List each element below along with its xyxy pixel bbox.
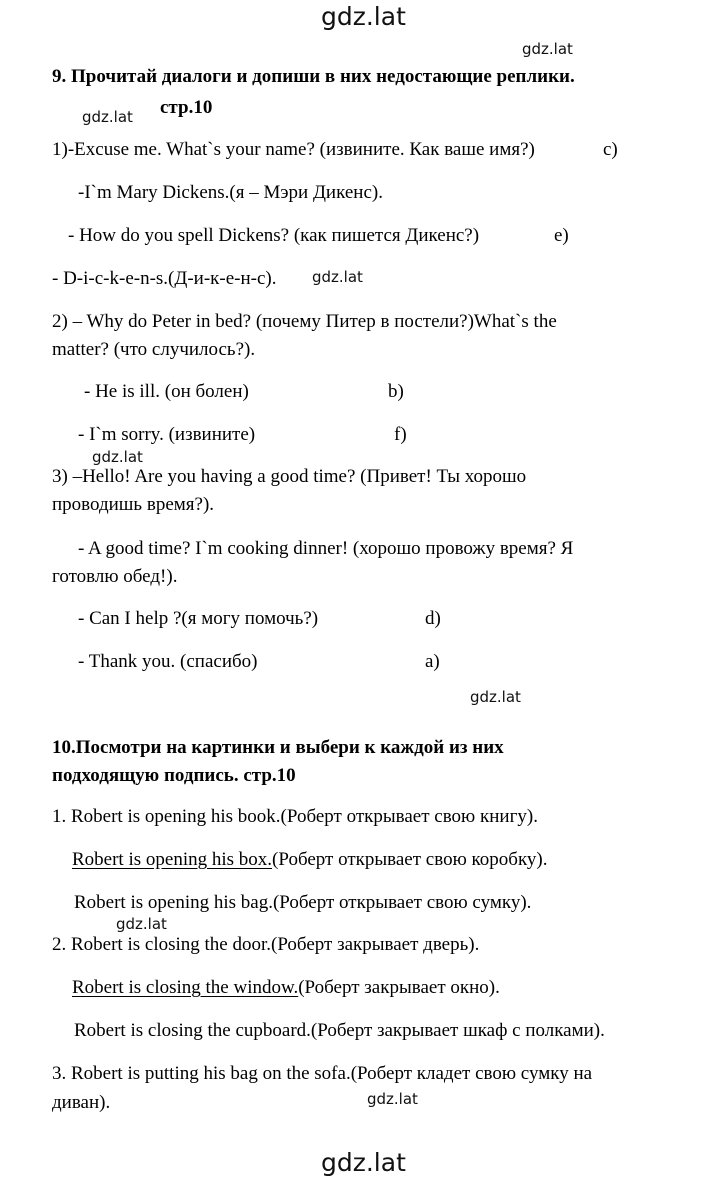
answer-letter: c) (603, 139, 618, 160)
caption-option: Robert is opening his bag.(Роберт открывает свою сумку). (74, 892, 532, 913)
dialogue-2-line: - I`m sorry. (извините) (78, 424, 256, 445)
dialogue-1-line-1: 1)-Excuse me. What`s your name? (извините. Как ваше имя?) (52, 139, 535, 160)
caption-option-chosen (52, 977, 500, 999)
dialogue-3-intro-cont: проводишь время?). (52, 494, 215, 515)
dialogue-3-reply: - A good time? I`m cooking dinner! (хорошо провожу время? Я (78, 538, 574, 559)
dialogue-3-intro: 3) –Hello! Are you having a good time? (Привет! Ты хорошо (52, 466, 527, 487)
dialogue-3-line: - Thank you. (спасибо) (78, 651, 258, 672)
answer-letter: d) (425, 608, 441, 629)
watermark: gdz.lat (92, 448, 143, 466)
exercise-10-heading: 10.Посмотри на картинки и выбери к каждой из них (52, 737, 504, 758)
watermark-bottom: gdz.lat (321, 1148, 406, 1177)
caption-option: Robert is closing the cupboard.(Роберт закрывает шкаф с полками). (74, 1020, 605, 1041)
dialogue-2-intro-cont: matter? (что случилось?). (52, 339, 256, 360)
caption-option-chosen (52, 849, 548, 871)
caption-option: 1. Robert is opening his book.(Роберт открывает свою книгу). (52, 806, 538, 827)
exercise-9-heading: 9. Прочитай диалоги и допиши в них недостающие реплики. (52, 66, 575, 87)
answer-letter: e) (554, 225, 569, 246)
dialogue-1-line-2: -I`m Mary Dickens.(я – Мэри Дикенс). (78, 182, 383, 203)
watermark-top: gdz.lat (321, 2, 406, 31)
dialogue-3-reply-cont: готовлю обед!). (52, 566, 178, 587)
chosen-caption-translation: (Роберт открывает свою коробку). (272, 849, 548, 870)
chosen-caption: Robert is closing the window. (72, 977, 299, 998)
caption-option: 2. Robert is closing the door.(Роберт закрывает дверь). (52, 934, 480, 955)
dialogue-2-line: - He is ill. (он болен) (84, 381, 249, 402)
exercise-10-heading-cont: подходящую подпись. стр.10 (52, 765, 296, 786)
dialogue-1-line-4: - D-i-c-k-e-n-s.(Д-и-к-е-н-с). (52, 268, 277, 289)
answer-letter: b) (388, 381, 404, 402)
exercise-9-page-ref: стр.10 (160, 97, 213, 118)
dialogue-3-line: - Can I help ?(я могу помочь?) (78, 608, 319, 629)
answer-letter: f) (394, 424, 407, 445)
watermark: gdz.lat (522, 40, 573, 58)
dialogue-2-intro: 2) – Why do Peter in bed? (почему Питер в постели?)What`s the (52, 311, 557, 332)
caption-option-cont: диван). (52, 1092, 111, 1113)
watermark: gdz.lat (470, 688, 521, 706)
watermark: gdz.lat (82, 108, 133, 126)
watermark: gdz.lat (116, 915, 167, 933)
answer-letter: a) (425, 651, 440, 672)
caption-option: 3. Robert is putting his bag on the sofa.(Роберт кладет свою сумку на (52, 1063, 593, 1084)
dialogue-1-line-3: - How do you spell Dickens? (как пишется Дикенс?) (68, 225, 480, 246)
watermark: gdz.lat (367, 1090, 418, 1108)
chosen-caption: Robert is opening his box. (72, 849, 273, 870)
watermark: gdz.lat (312, 268, 363, 286)
chosen-caption-translation: (Роберт закрывает окно). (298, 977, 500, 998)
